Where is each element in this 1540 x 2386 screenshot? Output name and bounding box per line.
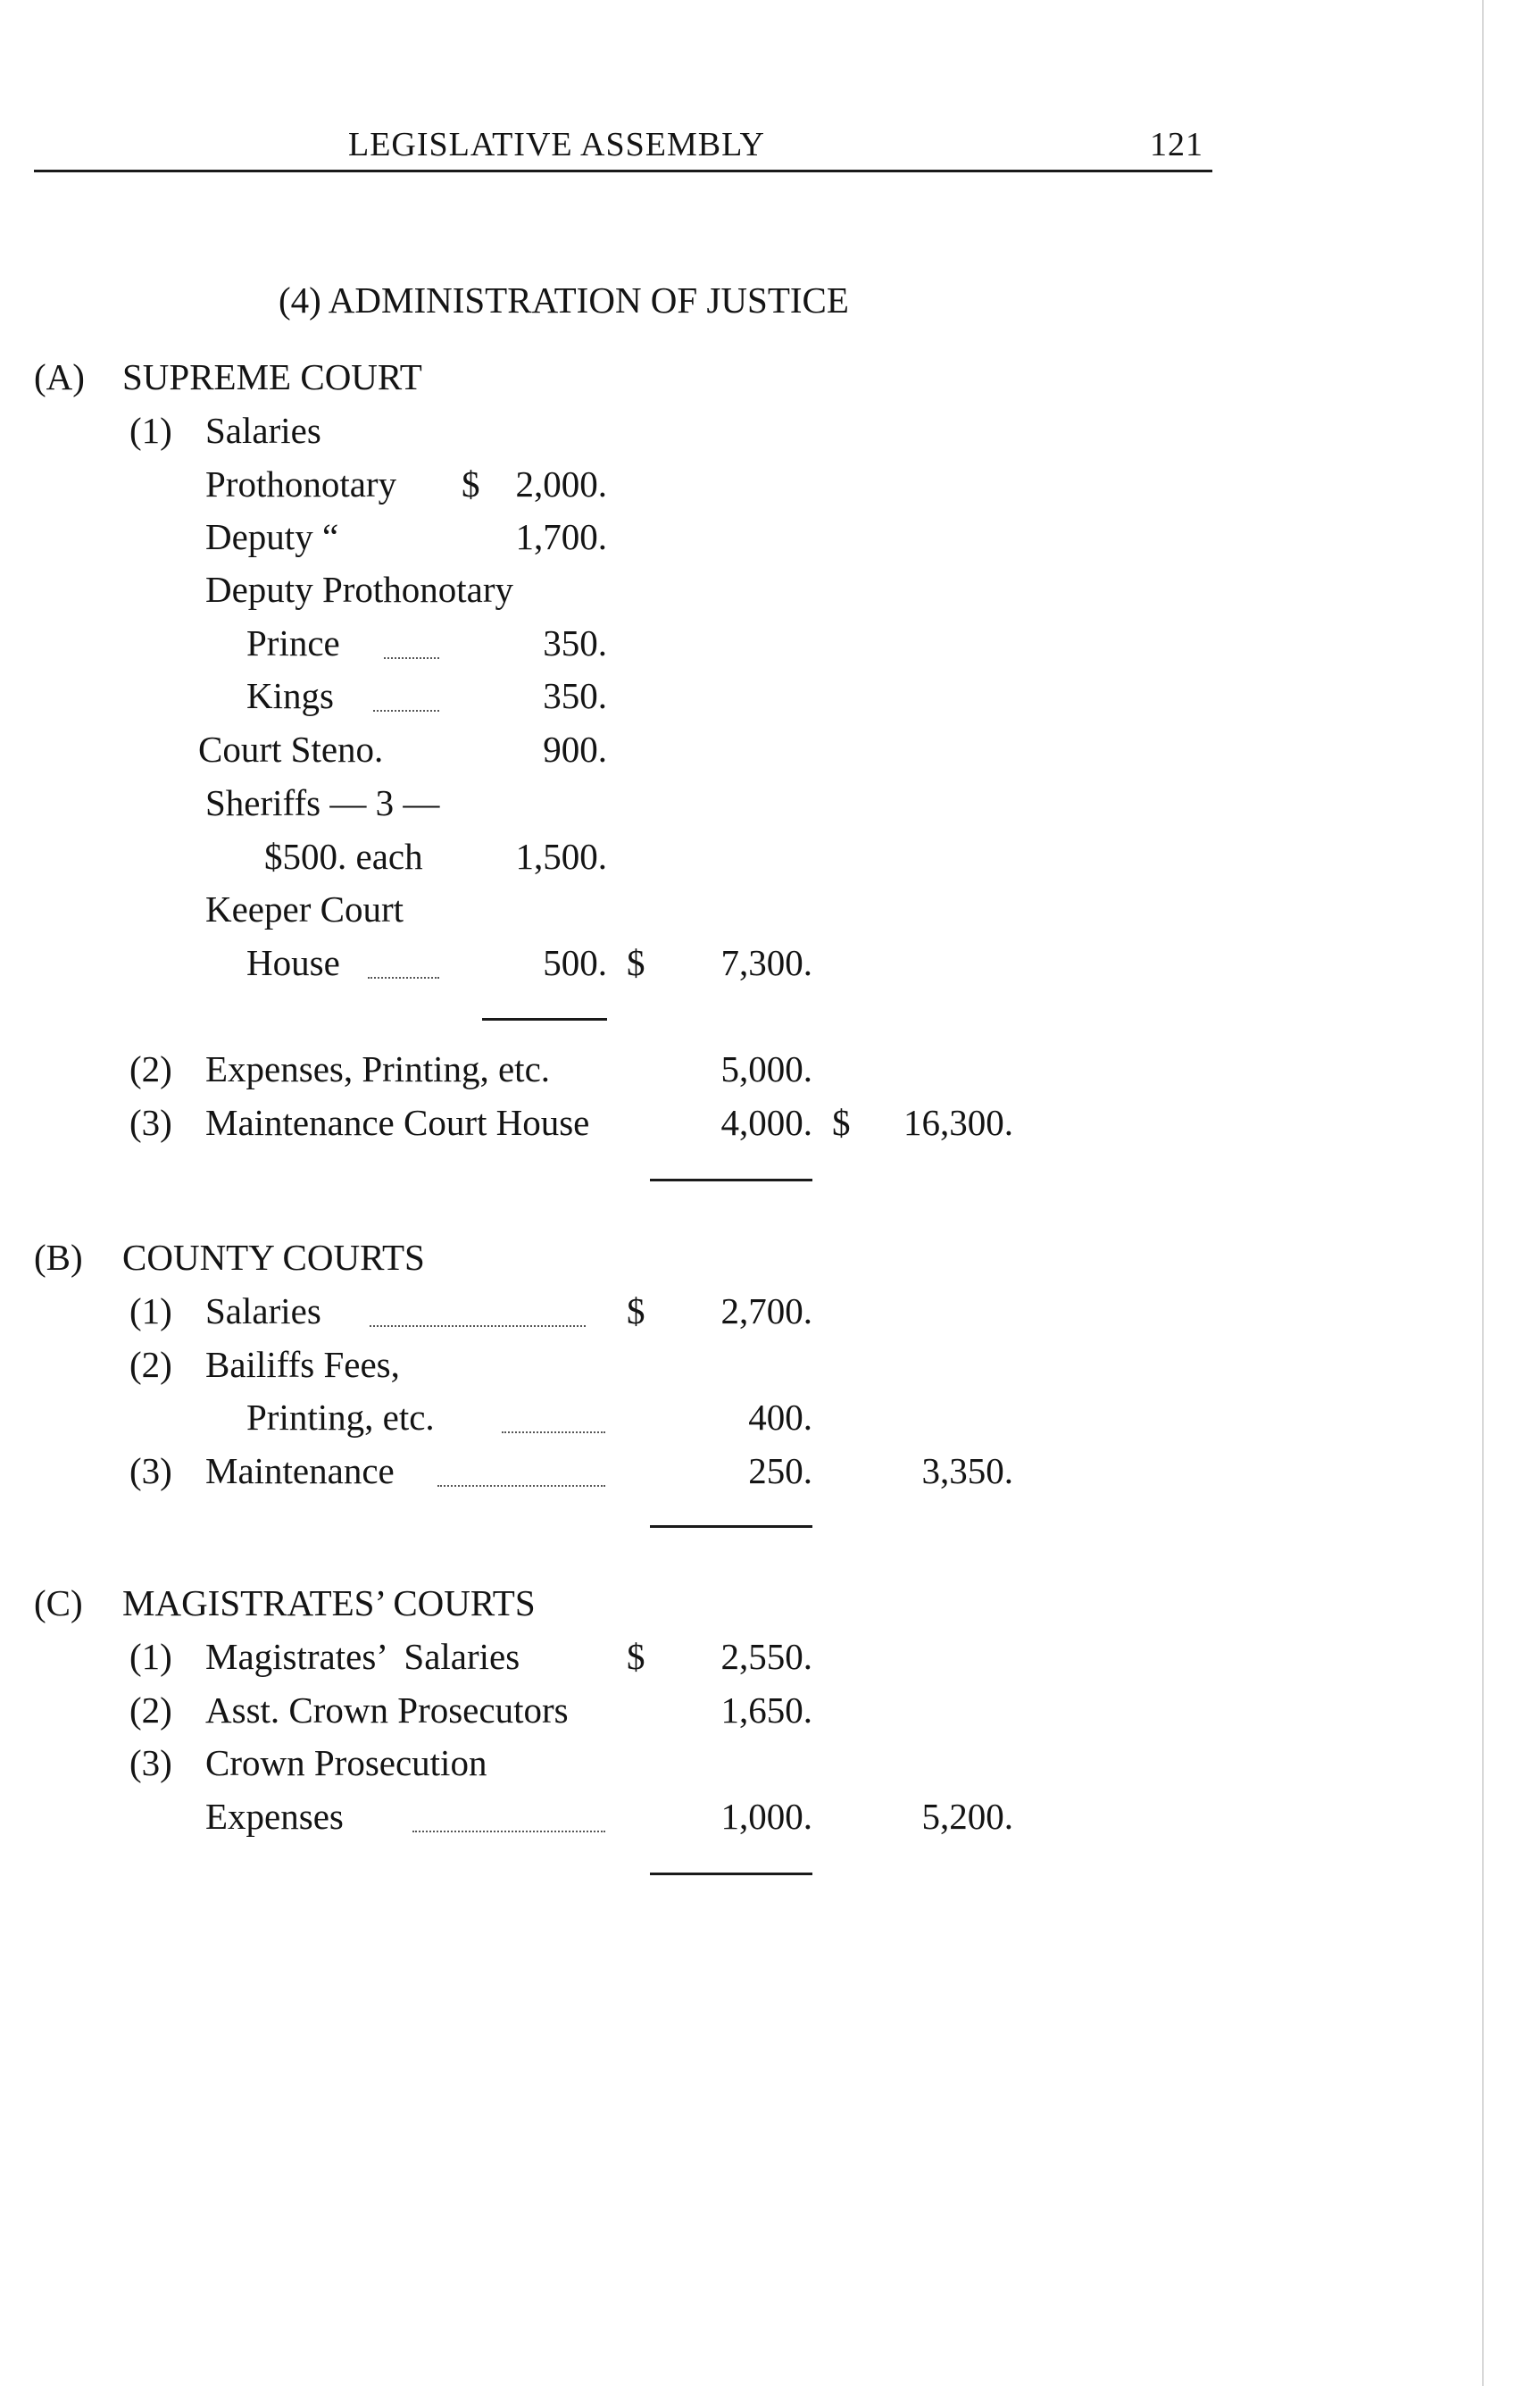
section-a-item2-amount: 5,000. [720,1048,812,1089]
section-b-item3-leader-dots [437,1485,605,1487]
page-number: 121 [1150,126,1203,163]
kings-leader-dots [373,710,439,712]
section-c-item2-amount: 1,650. [720,1689,812,1731]
keeper-court-label: Keeper Court [205,888,404,930]
section-c-item3-label-continued: Expenses [205,1796,344,1837]
prince-label: Prince [246,622,340,663]
section-b-item3-number: (3) [129,1450,172,1491]
court-steno-label: Court Steno. [198,729,384,770]
deputy-prothonotary-label: Deputy Prothonotary [205,569,514,610]
section-a-item2-number: (2) [129,1048,172,1089]
section-a-item2-label: Expenses, Printing, etc. [205,1048,551,1089]
house-label: House [246,942,340,983]
section-b-item1-number: (1) [129,1290,172,1331]
sheriffs-amount: 1,500. [515,836,607,877]
sheriffs-each-label: $500. each [264,836,423,877]
section-b-total: 3,350. [921,1450,1013,1491]
section-a-title: SUPREME COURT [122,356,422,397]
kings-label: Kings [246,675,334,716]
section-c-item2-label: Asst. Crown Prosecutors [205,1689,569,1731]
deputy-amount: 1,700. [515,516,607,557]
prothonotary-dollar-sign: $ [462,463,480,505]
section-c-item1-number: (1) [129,1636,172,1677]
section-a-label: (A) [34,356,85,397]
page-edge-line [1482,0,1484,2386]
sheriffs-label: Sheriffs — 3 — [205,782,440,823]
section-c-item1-label: Magistrates’ Salaries [205,1636,520,1677]
section-c-title: MAGISTRATES’ COURTS [122,1582,536,1623]
section-b-title: COUNTY COURTS [122,1237,425,1278]
prothonotary-amount: 2,000. [515,463,607,505]
section-a-item3-label: Maintenance Court House [205,1102,590,1143]
section-b-label: (B) [34,1237,83,1278]
section-a-item3-number: (3) [129,1102,172,1143]
running-header-title: LEGISLATIVE ASSEMBLY [348,126,765,163]
section-a-column-rule [650,1179,812,1181]
section-c-item3-number: (3) [129,1742,172,1783]
salaries-subtotal: 7,300. [720,942,812,983]
court-steno-amount: 900. [543,729,607,770]
section-b-column-rule [650,1525,812,1528]
section-c-label: (C) [34,1582,83,1623]
section-c-item1-dollar-sign: $ [627,1636,645,1677]
section-b-item2-label: Bailiffs Fees, [205,1344,400,1385]
kings-amount: 350. [543,675,607,716]
section-a-total-dollar-sign: $ [832,1102,851,1143]
section-b-item1-label: Salaries [205,1290,321,1331]
section-b-item2-number: (2) [129,1344,172,1385]
section-b-item1-amount: 2,700. [720,1290,812,1331]
section-b-item2-label-continued: Printing, etc. [246,1397,435,1438]
section-a-item1-number: (1) [129,410,172,451]
section-b-item3-amount: 250. [748,1450,812,1491]
house-leader-dots [368,977,439,979]
section-b-item2-amount: 400. [748,1397,812,1438]
section-c-total: 5,200. [921,1796,1013,1837]
section-c-item3-leader-dots [412,1831,605,1832]
section-b-item2-leader-dots [502,1431,605,1433]
section-c-item3-amount: 1,000. [720,1796,812,1837]
section-b-item1-dollar-sign: $ [627,1290,645,1331]
salaries-subtotal-dollar-sign: $ [627,942,645,983]
section-c-item2-number: (2) [129,1689,172,1731]
section-heading: (4) ADMINISTRATION OF JUSTICE [279,279,849,321]
salaries-column-rule [482,1018,607,1021]
deputy-label: Deputy “ [205,516,339,557]
section-a-item3-amount: 4,000. [720,1102,812,1143]
section-a-item1-title: Salaries [205,410,321,451]
section-c-item3-label: Crown Prosecution [205,1742,487,1783]
section-a-total: 16,300. [903,1102,1013,1143]
prince-leader-dots [384,657,439,659]
prince-amount: 350. [543,622,607,663]
header-rule [34,170,1212,172]
section-b-item1-leader-dots [370,1325,586,1327]
section-c-column-rule [650,1873,812,1875]
section-b-item3-label: Maintenance [205,1450,395,1491]
section-c-item1-amount: 2,550. [720,1636,812,1677]
house-amount: 500. [543,942,607,983]
prothonotary-label: Prothonotary [205,463,397,505]
